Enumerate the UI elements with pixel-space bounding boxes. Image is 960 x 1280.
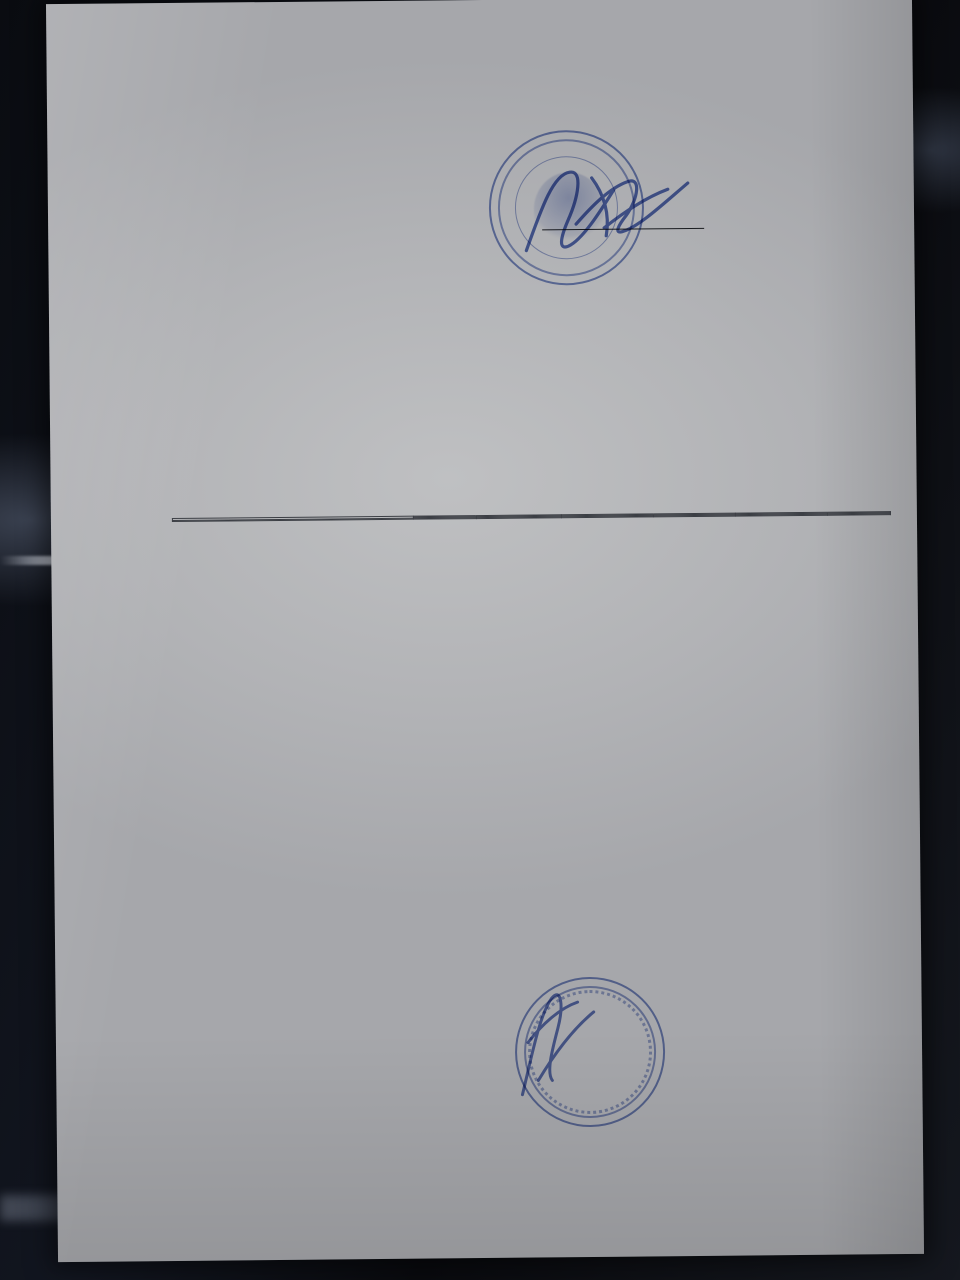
paper-document bbox=[46, 0, 924, 1262]
total-price-2 bbox=[654, 515, 736, 517]
stamp-ring-text-inner bbox=[490, 131, 642, 283]
stamp-emblem-icon bbox=[534, 172, 605, 247]
approval-date bbox=[540, 242, 554, 264]
total-out-1 bbox=[413, 518, 476, 520]
stamp-ring-text-outer bbox=[490, 131, 642, 283]
menu-table bbox=[172, 511, 891, 522]
official-round-stamp-bottom bbox=[514, 976, 665, 1127]
stamp-text-documents-ru bbox=[517, 1040, 663, 1041]
total-out-2 bbox=[562, 516, 654, 518]
stamp-text-documents-kk bbox=[517, 1055, 663, 1056]
stamp-inner-ring bbox=[514, 156, 618, 260]
total-price-3 bbox=[827, 514, 890, 516]
document-content bbox=[46, 0, 924, 1262]
total-price-1 bbox=[476, 517, 562, 519]
signature-rule bbox=[542, 228, 704, 231]
staff-signature bbox=[507, 984, 638, 1105]
stamp-registration-number bbox=[517, 1083, 663, 1084]
official-round-stamp-top bbox=[488, 129, 644, 285]
total-out-3 bbox=[736, 514, 828, 516]
